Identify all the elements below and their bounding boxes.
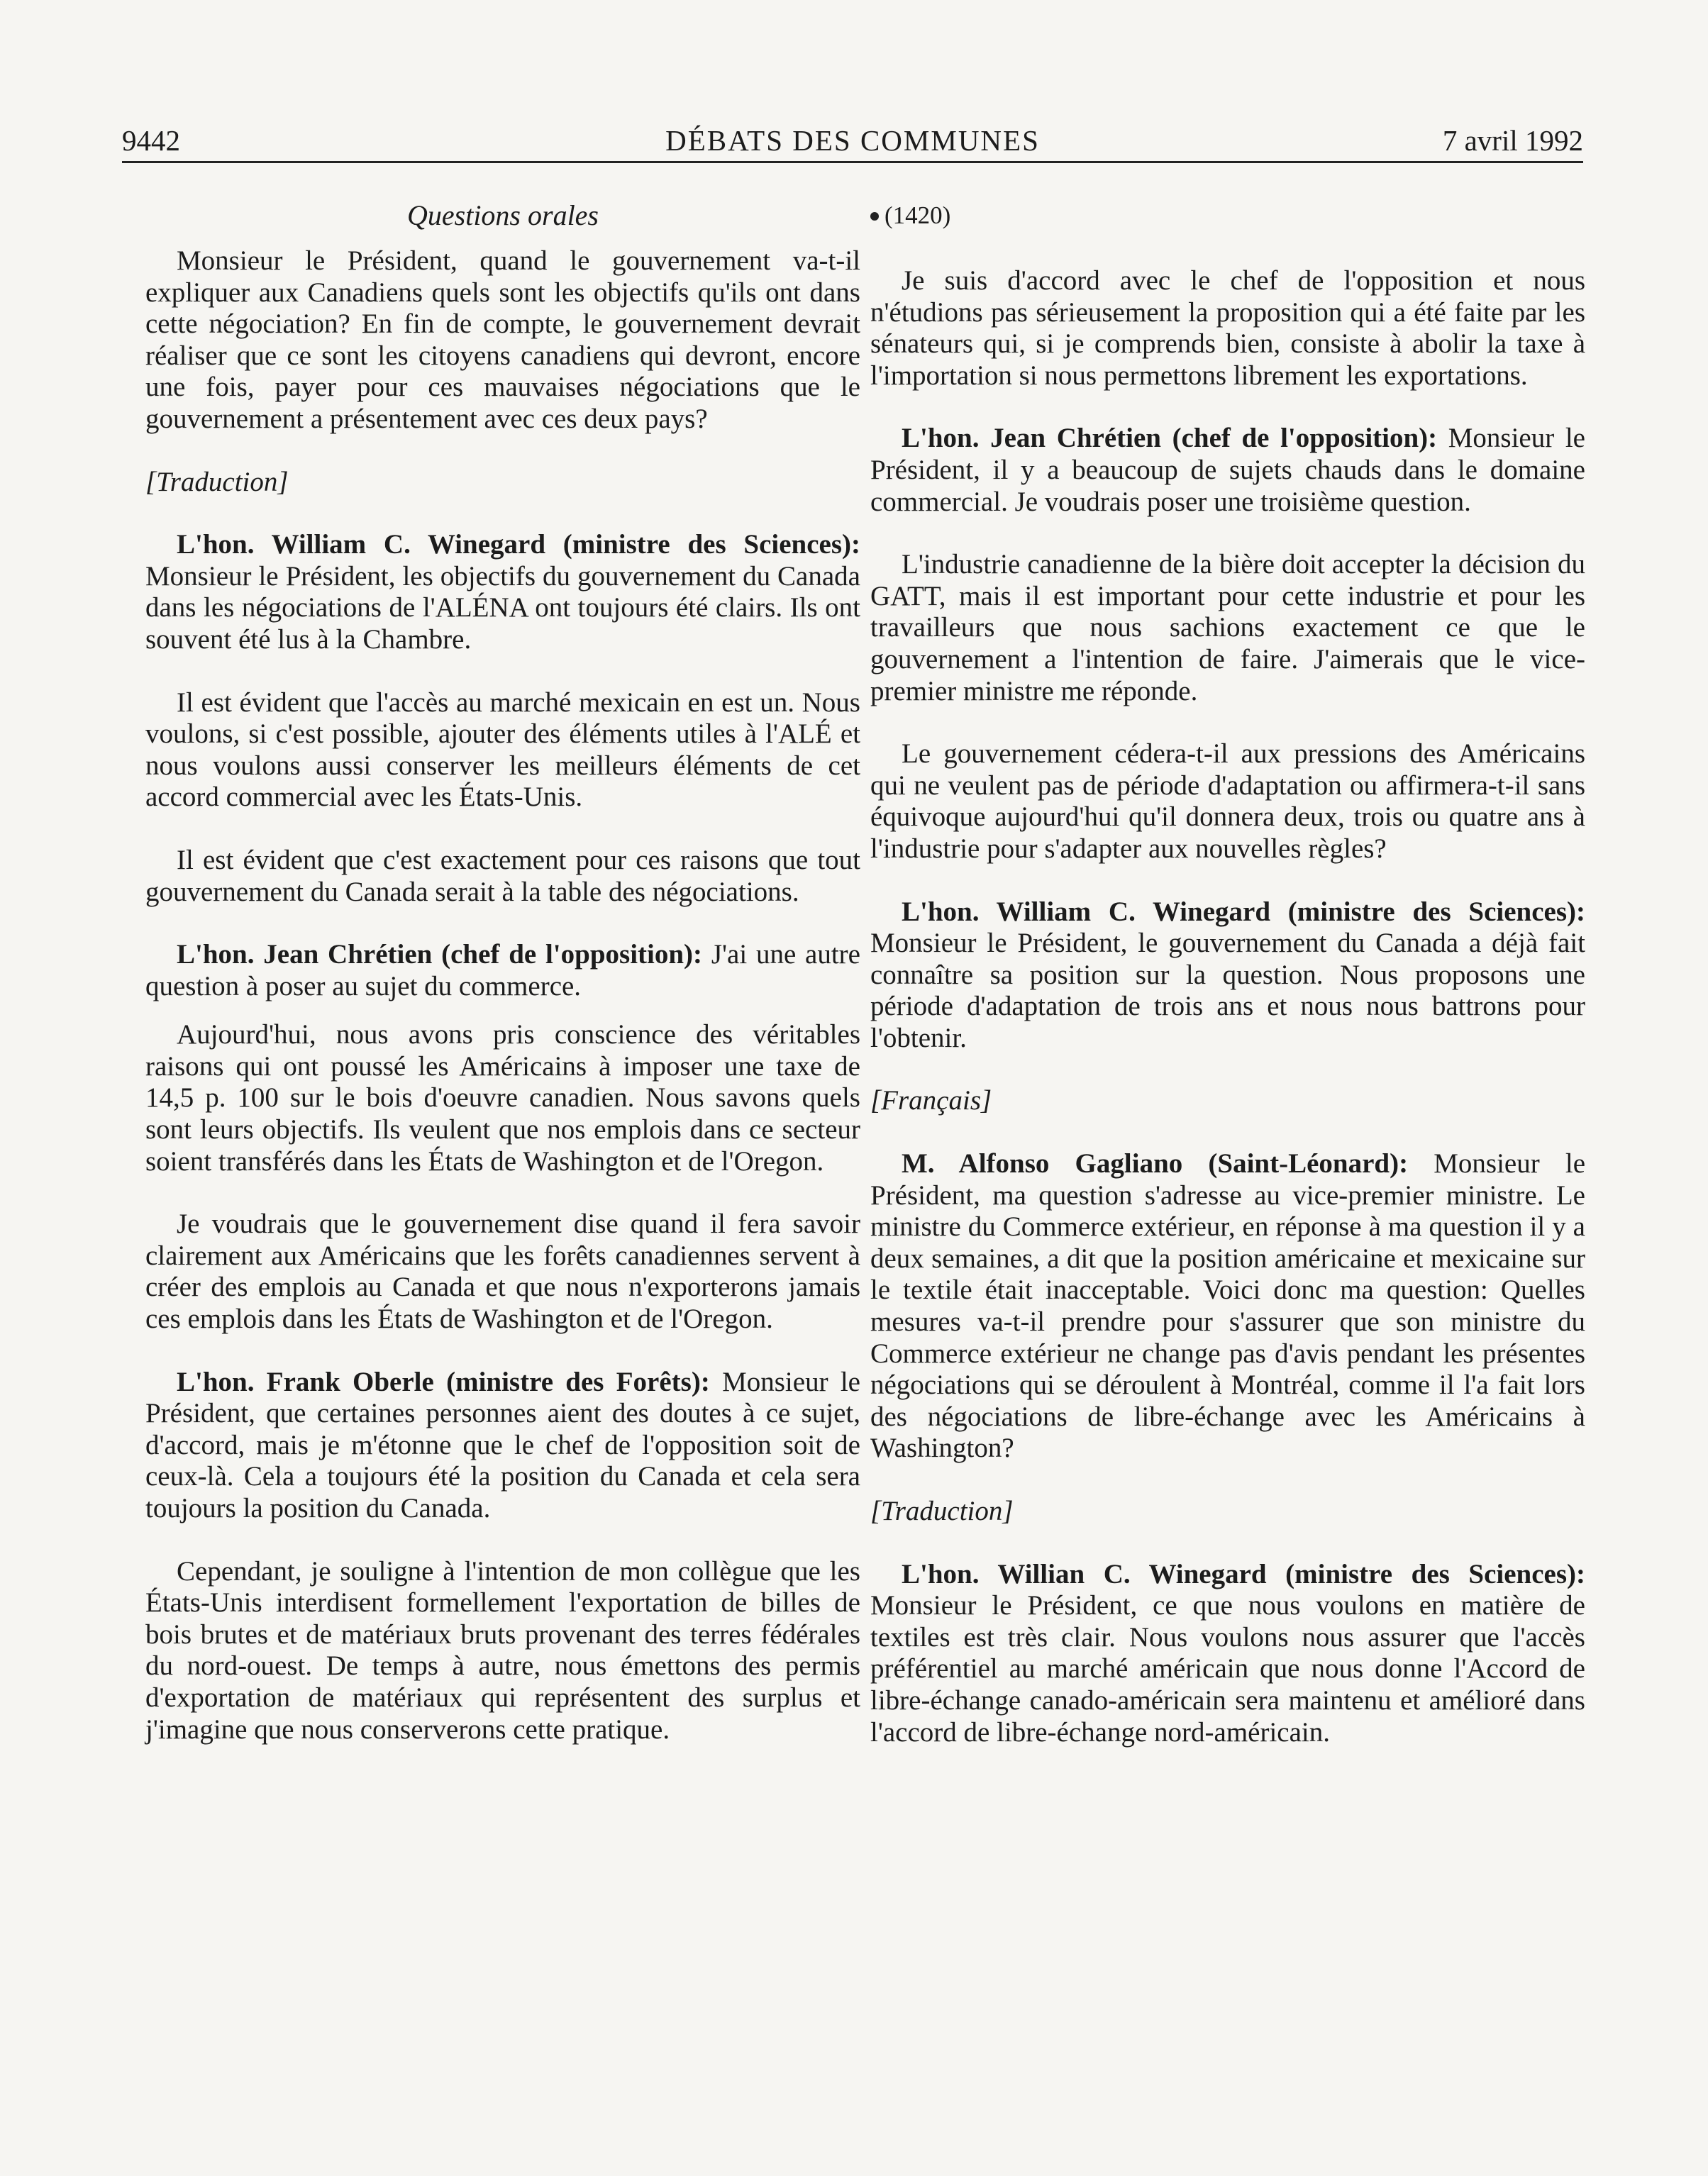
speech: [145, 1367, 860, 1525]
left-column: [145, 200, 860, 1745]
speech: [870, 1148, 1585, 1465]
paragraph: Le gouvernement cédera-t-il aux pressions des Américains qui ne veulent pas de période d'adaptation ou affirmera-t-il sans équivoque aujourd'hui qu'il donnera deux, trois ou quatre ans à l'industrie pour s'adapter aux nouvelles règles?: [870, 738, 1585, 864]
speech-text: Monsieur le Président, il y a beaucoup de sujets chauds dans le domaine commercial. Je voudrais poser une troisième question.: [870, 423, 1585, 517]
speech: [870, 897, 1585, 1055]
paragraph: L'industrie canadienne de la bière doit accepter la décision du GATT, mais il est important pour cette industrie et pour les travailleurs que nous sachions exactement ce que le gouvernement a l'intention de faire. J'aimerais que le vice-premier ministre me réponde.: [870, 549, 1585, 706]
paragraph: Je voudrais que le gouvernement dise quand il fera savoir clairement aux Américains que les forêts canadiennes servent à créer des emplois au Canada et que nous n'exporterons jamais ces emplois dans les États de Washington et de l'Oregon.: [145, 1209, 860, 1335]
speech-text: Monsieur le Président, ma question s'adresse au vice-premier ministre. Le ministre du Commerce extérieur, en réponse à ma question il y a deux semaines, a dit que la position américaine et mexicaine sur le textile était inacceptable. Voici donc ma question: Quelles mesures va-t-il prendre pour s'assurer que son ministre du Commerce extérieur ne change pas d'avis pendant les présentes négociations qui se déroulent à Montréal, comme il l'a fait lors des négociations de libre-échange avec les Américains à Washington?: [870, 1148, 1586, 1464]
speech-text: Monsieur le Président, ce que nous voulons en matière de textiles est très clair. Nous voulons nous assurer que l'accès préférentiel au marché américain que nous donne l'Accord de libre-échange canado-américain sera maintenu et amélioré dans l'accord de libre-échange nord-américain.: [870, 1590, 1585, 1748]
paragraph: Aujourd'hui, nous avons pris conscience des véritables raisons qui ont poussé les Américains à imposer une taxe de 14,5 p. 100 sur le bois d'oeuvre canadien. Nous savons quels sont leurs objectifs. Ils veulent que nos emplois dans ce secteur soient transférés dans les États de Washington et de l'Oregon.: [145, 1019, 860, 1177]
speech-text: Monsieur le Président, que certaines personnes aient des doutes à ce sujet, d'accord, mais je m'étonne que le chef de l'opposition soit de ceux-là. Cela a toujours été la position du Canada et cela sera toujours la position du Canada.: [145, 1366, 860, 1523]
publication-date: 7 avril 1992: [1442, 124, 1583, 157]
speaker-name: L'hon. William C. Winegard (ministre des Sciences):: [902, 896, 1585, 927]
speaker-name: M. Alfonso Gagliano (Saint-Léonard):: [902, 1148, 1409, 1179]
speaker-name: L'hon. William C. Winegard (ministre des Sciences):: [177, 529, 860, 560]
speaker-name: L'hon. Frank Oberle (ministre des Forêts):: [177, 1366, 710, 1397]
speaker-name: L'hon. Willian C. Winegard (ministre des Sciences):: [902, 1558, 1585, 1589]
speech: [145, 939, 860, 1002]
speech: [145, 529, 860, 655]
page-number: 9442: [122, 124, 180, 157]
speech-text: Monsieur le Président, les objectifs du gouvernement du Canada dans les négociations de l'ALÉNA ont toujours été clairs. Ils ont souvent été lus à la Chambre.: [145, 560, 860, 655]
paragraph: Je suis d'accord avec le chef de l'opposition et nous n'étudions pas sérieusement la proposition qui a été faite par les sénateurs qui, si je comprends bien, consiste à abolir la taxe à l'importation si nous permettons librement les exportations.: [870, 265, 1585, 391]
bullet-icon: [870, 212, 879, 221]
language-marker: [Français]: [870, 1085, 992, 1116]
paragraph: Monsieur le Président, quand le gouvernement va-t-il expliquer aux Canadiens quels sont les objectifs qu'ils ont dans cette négociation? En fin de compte, le gouvernement devrait réaliser que ce sont les citoyens canadiens qui devront, encore une fois, payer pour ces mauvaises négociations que le gouvernement a présentement avec ces deux pays?: [145, 245, 860, 434]
language-marker: [Traduction]: [870, 1496, 1014, 1526]
language-marker: [Traduction]: [145, 466, 289, 497]
speaker-name: L'hon. Jean Chrétien (chef de l'opposition):: [177, 939, 703, 970]
timestamp-text: (1420): [884, 201, 951, 229]
paragraph: Il est évident que c'est exactement pour ces raisons que tout gouvernement du Canada serait à la table des négociations.: [145, 844, 860, 907]
timestamp: [870, 200, 1585, 231]
right-column: [870, 200, 1585, 1748]
publication-title: DÉBATS DES COMMUNES: [665, 124, 1040, 157]
speech: [870, 423, 1585, 518]
section-title: Questions orales: [407, 199, 599, 231]
speech-text: Monsieur le Président, le gouvernement du Canada a déjà fait connaître sa position sur la question. Nous proposons une période d'adaptation de trois ans et nous nous battrons pour l'obtenir.: [870, 928, 1585, 1053]
speaker-name: L'hon. Jean Chrétien (chef de l'opposition):: [902, 423, 1438, 454]
header-rule: [122, 161, 1583, 163]
page-header: [122, 119, 1583, 162]
speech: [870, 1559, 1585, 1749]
speech-text: J'ai une autre question à poser au sujet du commerce.: [145, 939, 860, 1001]
paragraph: Cependant, je souligne à l'intention de mon collègue que les États-Unis interdisent formellement l'exportation de billes de bois brutes et de matériaux bruts provenant des terres fédérales du nord-ouest. De temps à autre, nous émettons des permis d'exportation de matériaux qui représentent des surplus et j'imagine que nous conserverons cette pratique.: [145, 1555, 860, 1745]
paragraph: Il est évident que l'accès au marché mexicain en est un. Nous voulons, si c'est possible, ajouter des éléments utiles à l'ALÉ et nous voulons aussi conserver les meilleurs éléments de cet accord commercial avec les États-Unis.: [145, 687, 860, 813]
